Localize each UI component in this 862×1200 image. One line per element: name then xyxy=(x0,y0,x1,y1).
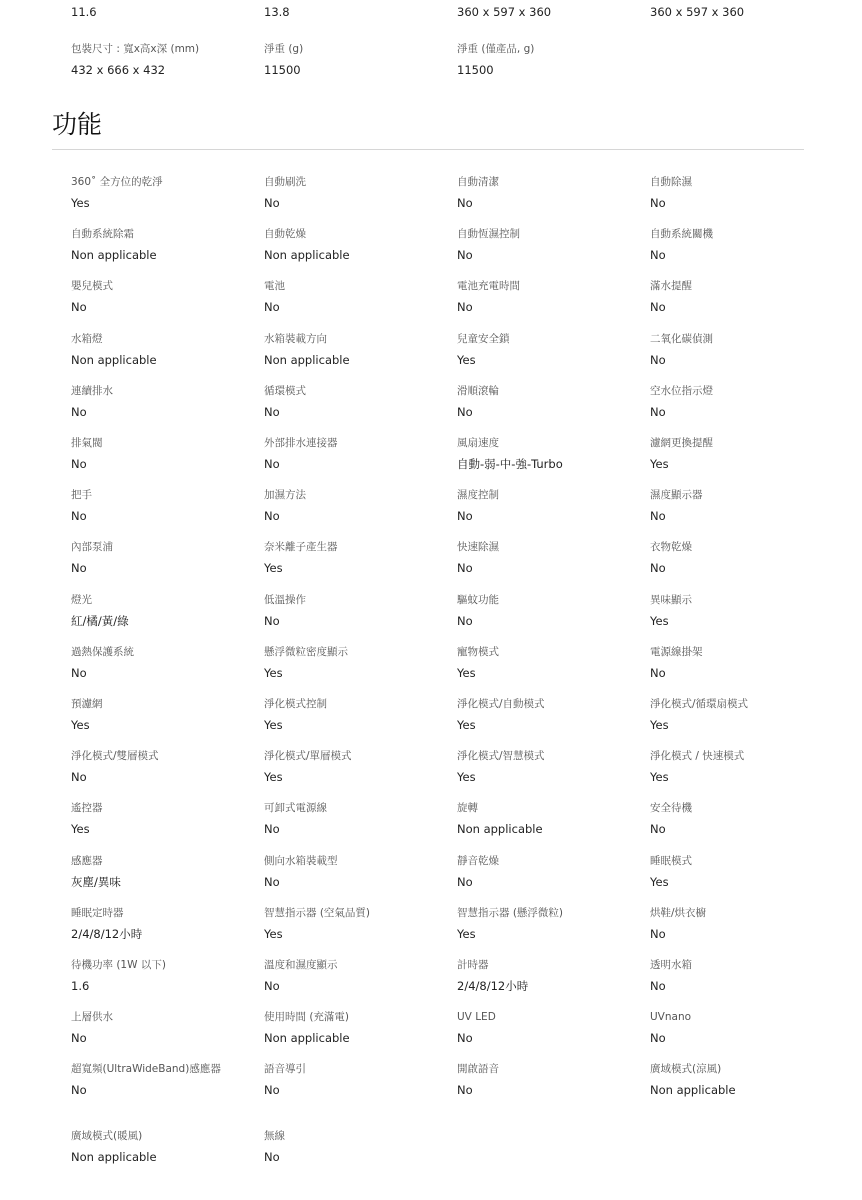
feature-value: Yes xyxy=(457,666,476,680)
spec-value: 360 x 597 x 360 xyxy=(650,5,745,19)
feature-value: No xyxy=(71,1031,87,1045)
feature-label: 溫度和濕度顯示 xyxy=(264,959,338,971)
feature-label: 淨化模式 / 快速模式 xyxy=(650,750,745,762)
feature-label: 透明水箱 xyxy=(650,959,692,971)
feature-item xyxy=(457,749,617,785)
feature-value: Yes xyxy=(264,666,283,680)
feature-label: 風扇速度 xyxy=(457,437,499,449)
feature-value: No xyxy=(650,509,666,523)
feature-value: 灰塵/異味 xyxy=(71,875,121,889)
feature-item xyxy=(264,749,424,785)
feature-value: Yes xyxy=(71,718,90,732)
feature-item xyxy=(71,1010,231,1046)
feature-value: No xyxy=(457,614,473,628)
feature-item xyxy=(264,540,424,576)
feature-value: No xyxy=(457,300,473,314)
feature-item xyxy=(71,801,231,837)
feature-label: 異味顯示 xyxy=(650,594,692,606)
feature-item xyxy=(71,1129,231,1165)
feature-label: 滿水提醒 xyxy=(650,280,692,292)
feature-value: 2/4/8/12小時 xyxy=(71,927,143,941)
feature-item xyxy=(457,540,617,576)
feature-value: Yes xyxy=(264,561,283,575)
feature-item xyxy=(264,1062,424,1098)
feature-item xyxy=(264,384,424,420)
feature-label: 自動系統關機 xyxy=(650,228,713,240)
feature-label: 感應器 xyxy=(71,855,103,867)
feature-item xyxy=(650,593,810,629)
feature-label: 外部排水連接器 xyxy=(264,437,338,449)
feature-item xyxy=(71,593,231,629)
feature-label: 待機功率 (1W 以下) xyxy=(71,959,166,971)
spec-value: 13.8 xyxy=(264,5,290,19)
feature-item xyxy=(264,958,424,994)
feature-item xyxy=(264,854,424,890)
feature-label: 靜音乾燥 xyxy=(457,855,499,867)
feature-item xyxy=(71,906,231,942)
feature-value: No xyxy=(264,457,280,471)
feature-value: Yes xyxy=(264,718,283,732)
feature-label: 使用時間 (充滿電) xyxy=(264,1011,350,1023)
feature-label: UVnano xyxy=(650,1011,692,1023)
feature-item xyxy=(71,697,231,733)
feature-item xyxy=(71,488,231,524)
feature-value: No xyxy=(264,979,280,993)
feature-value: No xyxy=(650,822,666,836)
feature-label: 無線 xyxy=(264,1130,285,1142)
feature-value: Yes xyxy=(650,457,669,471)
feature-item xyxy=(650,854,810,890)
feature-item xyxy=(457,332,617,368)
feature-label: 濕度顯示器 xyxy=(650,489,703,501)
feature-label: 自動系統除霜 xyxy=(71,228,134,240)
feature-label: UV LED xyxy=(457,1011,496,1023)
feature-item xyxy=(650,1010,810,1046)
feature-item xyxy=(71,436,231,472)
feature-value: No xyxy=(650,979,666,993)
feature-item xyxy=(457,906,617,942)
feature-label: 遙控器 xyxy=(71,802,103,814)
feature-item xyxy=(650,749,810,785)
feature-value: No xyxy=(264,300,280,314)
feature-value: Yes xyxy=(650,875,669,889)
feature-label: 空水位指示燈 xyxy=(650,385,713,397)
feature-value: Non applicable xyxy=(71,1150,157,1164)
feature-item xyxy=(71,279,231,315)
feature-value: No xyxy=(457,196,473,210)
feature-item xyxy=(71,332,231,368)
feature-label: 睡眠定時器 xyxy=(71,907,124,919)
feature-label: 可卸式電源線 xyxy=(264,802,327,814)
feature-value: Yes xyxy=(650,614,669,628)
feature-label: 廣域模式(暖風) xyxy=(71,1130,143,1142)
feature-value: No xyxy=(264,509,280,523)
feature-value: No xyxy=(264,1083,280,1097)
feature-label: 智慧指示器 (懸浮微粒) xyxy=(457,907,564,919)
feature-item xyxy=(264,593,424,629)
feature-item xyxy=(71,384,231,420)
feature-item xyxy=(264,1010,424,1046)
feature-label: 電源線掛架 xyxy=(650,646,703,658)
feature-label: 低溫操作 xyxy=(264,594,306,606)
feature-item xyxy=(457,1010,617,1046)
feature-value: Yes xyxy=(264,770,283,784)
feature-item xyxy=(71,854,231,890)
spec-item xyxy=(264,42,454,78)
feature-label: 排氣閥 xyxy=(71,437,103,449)
feature-value: No xyxy=(71,666,87,680)
feature-label: 淨化模式/智慧模式 xyxy=(457,750,545,762)
feature-value: Non applicable xyxy=(71,353,157,367)
feature-value: Yes xyxy=(457,718,476,732)
feature-label: 上層供水 xyxy=(71,1011,113,1023)
feature-value: No xyxy=(264,405,280,419)
feature-value: No xyxy=(71,561,87,575)
feature-label: 連續排水 xyxy=(71,385,113,397)
feature-item xyxy=(650,958,810,994)
feature-value: No xyxy=(71,300,87,314)
feature-label: 二氧化碳偵測 xyxy=(650,333,713,345)
feature-item xyxy=(650,384,810,420)
feature-label: 寵物模式 xyxy=(457,646,499,658)
feature-item xyxy=(264,175,424,211)
feature-label: 預濾網 xyxy=(71,698,103,710)
feature-value: No xyxy=(650,300,666,314)
feature-item xyxy=(457,854,617,890)
feature-value: No xyxy=(264,196,280,210)
spec-value: 432 x 666 x 432 xyxy=(71,63,166,77)
feature-value: Yes xyxy=(457,927,476,941)
feature-label: 內部泵浦 xyxy=(71,541,113,553)
feature-label: 淨化模式/單層模式 xyxy=(264,750,352,762)
feature-value: No xyxy=(650,561,666,575)
feature-value: No xyxy=(71,1083,87,1097)
feature-value: No xyxy=(264,875,280,889)
spec-label: 淨重 (g) xyxy=(264,43,304,55)
feature-label: 淨化模式/雙層模式 xyxy=(71,750,159,762)
feature-item xyxy=(457,697,617,733)
feature-item xyxy=(650,488,810,524)
feature-item xyxy=(264,227,424,263)
spec-value: 11500 xyxy=(457,63,494,77)
feature-value: No xyxy=(650,353,666,367)
feature-label: 廣域模式(涼風) xyxy=(650,1063,722,1075)
spec-value: 360 x 597 x 360 xyxy=(457,5,552,19)
feature-value: No xyxy=(264,1150,280,1164)
feature-item xyxy=(650,801,810,837)
feature-item xyxy=(457,958,617,994)
feature-label: 自動乾燥 xyxy=(264,228,306,240)
feature-label: 智慧指示器 (空氣品質) xyxy=(264,907,371,919)
feature-label: 加濕方法 xyxy=(264,489,306,501)
feature-item xyxy=(457,175,617,211)
feature-value: 自動-弱-中-強-Turbo xyxy=(457,457,563,471)
feature-label: 把手 xyxy=(71,489,92,501)
feature-item xyxy=(457,384,617,420)
feature-value: Non applicable xyxy=(264,1031,350,1045)
feature-value: No xyxy=(71,509,87,523)
feature-label: 開啟語音 xyxy=(457,1063,499,1075)
feature-label: 超寬頻(UltraWideBand)感應器 xyxy=(71,1063,221,1075)
feature-label: 360˚ 全方位的乾淨 xyxy=(71,176,163,188)
spec-value: 11500 xyxy=(264,63,301,77)
feature-item xyxy=(650,540,810,576)
feature-label: 滑順滾輪 xyxy=(457,385,499,397)
feature-value: Yes xyxy=(650,718,669,732)
feature-label: 奈米離子產生器 xyxy=(264,541,338,553)
feature-item xyxy=(457,227,617,263)
feature-label: 衣物乾燥 xyxy=(650,541,692,553)
feature-label: 淨化模式/循環扇模式 xyxy=(650,698,749,710)
feature-value: 2/4/8/12小時 xyxy=(457,979,529,993)
feature-value: No xyxy=(71,457,87,471)
feature-item xyxy=(650,697,810,733)
feature-value: Non applicable xyxy=(457,822,543,836)
feature-item xyxy=(457,645,617,681)
feature-value: No xyxy=(457,405,473,419)
feature-item xyxy=(71,645,231,681)
feature-value: No xyxy=(71,405,87,419)
feature-label: 濾網更換提醒 xyxy=(650,437,713,449)
feature-item xyxy=(457,593,617,629)
feature-value: No xyxy=(650,927,666,941)
feature-item xyxy=(71,1062,231,1098)
feature-value: No xyxy=(457,1083,473,1097)
feature-value: Non applicable xyxy=(264,248,350,262)
feature-item xyxy=(650,1062,810,1098)
feature-label: 旋轉 xyxy=(457,802,478,814)
feature-item xyxy=(650,436,810,472)
feature-label: 嬰兒模式 xyxy=(71,280,113,292)
feature-label: 自動恆濕控制 xyxy=(457,228,520,240)
feature-label: 自動清潔 xyxy=(457,176,499,188)
feature-item xyxy=(264,332,424,368)
spec-item xyxy=(71,42,261,78)
feature-value: Yes xyxy=(71,196,90,210)
spec-label: 包裝尺寸 : 寬x高x深 (mm) xyxy=(71,43,200,55)
feature-item xyxy=(650,279,810,315)
feature-label: 側向水箱裝載型 xyxy=(264,855,338,867)
feature-item xyxy=(457,279,617,315)
spec-item xyxy=(457,42,647,78)
section-divider xyxy=(52,149,804,150)
feature-value: 1.6 xyxy=(71,979,90,993)
feature-value: Non applicable xyxy=(650,1083,736,1097)
feature-item xyxy=(71,227,231,263)
feature-item xyxy=(71,958,231,994)
feature-item xyxy=(457,1062,617,1098)
feature-label: 燈光 xyxy=(71,594,92,606)
feature-value: No xyxy=(650,666,666,680)
feature-label: 過熱保護系統 xyxy=(71,646,134,658)
feature-value: No xyxy=(650,1031,666,1045)
feature-value: No xyxy=(457,875,473,889)
feature-label: 語音導引 xyxy=(264,1063,306,1075)
feature-value: No xyxy=(650,405,666,419)
feature-value: Non applicable xyxy=(71,248,157,262)
feature-label: 水箱裝載方向 xyxy=(264,333,327,345)
feature-item xyxy=(264,645,424,681)
feature-value: No xyxy=(457,1031,473,1045)
feature-label: 驅蚊功能 xyxy=(457,594,499,606)
feature-label: 循環模式 xyxy=(264,385,306,397)
feature-value: Yes xyxy=(71,822,90,836)
feature-value: 紅/橘/黃/綠 xyxy=(71,614,129,628)
feature-value: No xyxy=(457,509,473,523)
feature-label: 濕度控制 xyxy=(457,489,499,501)
feature-label: 電池充電時間 xyxy=(457,280,520,292)
feature-label: 自動除濕 xyxy=(650,176,692,188)
feature-item xyxy=(264,1129,424,1165)
spec-label: 淨重 (僅產品, g) xyxy=(457,43,535,55)
feature-item xyxy=(264,801,424,837)
feature-item xyxy=(71,749,231,785)
feature-value: No xyxy=(264,614,280,628)
spec-value: 11.6 xyxy=(71,5,97,19)
feature-label: 淨化模式/自動模式 xyxy=(457,698,545,710)
feature-item xyxy=(264,697,424,733)
feature-value: No xyxy=(457,561,473,575)
feature-item xyxy=(457,801,617,837)
feature-item xyxy=(71,540,231,576)
feature-item xyxy=(264,279,424,315)
feature-item xyxy=(650,227,810,263)
feature-item xyxy=(650,906,810,942)
feature-label: 計時器 xyxy=(457,959,489,971)
feature-item xyxy=(71,175,231,211)
feature-item xyxy=(650,332,810,368)
feature-item xyxy=(457,436,617,472)
feature-label: 快速除濕 xyxy=(457,541,499,553)
feature-value: Non applicable xyxy=(264,353,350,367)
feature-value: Yes xyxy=(650,770,669,784)
feature-value: No xyxy=(457,248,473,262)
feature-label: 自動刷洗 xyxy=(264,176,306,188)
feature-item xyxy=(650,175,810,211)
feature-label: 安全待機 xyxy=(650,802,692,814)
feature-value: No xyxy=(650,196,666,210)
feature-item xyxy=(264,436,424,472)
feature-label: 烘鞋/烘衣櫥 xyxy=(650,907,707,919)
feature-item xyxy=(650,645,810,681)
feature-value: Yes xyxy=(457,353,476,367)
feature-item xyxy=(264,906,424,942)
feature-label: 水箱燈 xyxy=(71,333,103,345)
feature-value: Yes xyxy=(457,770,476,784)
feature-label: 電池 xyxy=(264,280,285,292)
feature-item xyxy=(264,488,424,524)
feature-value: No xyxy=(71,770,87,784)
feature-value: No xyxy=(650,248,666,262)
feature-value: Yes xyxy=(264,927,283,941)
feature-item xyxy=(457,488,617,524)
features-section-title: 功能 xyxy=(52,110,103,139)
feature-label: 懸浮微粒密度顯示 xyxy=(264,646,348,658)
feature-label: 淨化模式控制 xyxy=(264,698,327,710)
feature-label: 兒童安全鎖 xyxy=(457,333,510,345)
feature-label: 睡眠模式 xyxy=(650,855,692,867)
feature-value: No xyxy=(264,822,280,836)
